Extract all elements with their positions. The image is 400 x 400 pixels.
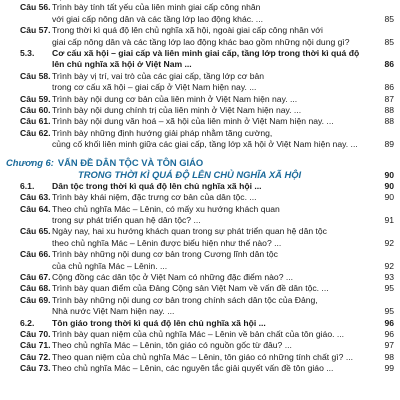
entry-text-continued: giai cấp nông dân và các tầng lớp lao động khác bao gồm những nội dung gì? (52, 36, 350, 47)
question-number: Câu 71. (20, 340, 51, 351)
question-number: Câu 63. (20, 192, 51, 203)
page-number: 86 (384, 82, 394, 93)
page-number: 91 (384, 214, 394, 225)
question-entry (0, 352, 400, 363)
question-title: Trình bày khái niệm, đặc trưng cơ bản của dân tộc. ... (52, 192, 257, 203)
question-entry (0, 340, 400, 351)
question-entry (0, 105, 400, 116)
section-entry (0, 318, 400, 329)
section-entry (0, 48, 400, 59)
question-title: Theo chủ nghĩa Mác – Lênin, tôn giáo có nguồn gốc từ đâu? ... (52, 340, 292, 351)
question-number: Câu 57. (20, 25, 51, 36)
question-number: Câu 62. (20, 127, 51, 138)
page-number: 90 (384, 169, 394, 180)
entry-continuation (0, 139, 400, 150)
question-entry (0, 2, 400, 13)
entry-text-continued: của chủ nghĩa Mác – Lênin. ... (52, 260, 168, 271)
page-number: 93 (384, 271, 394, 282)
entry-text-continued: trong sự phát triển quan hệ dân tộc? ... (52, 214, 201, 225)
question-title: Theo chủ nghĩa Mác – Lênin, có mấy xu hướng khách quan (52, 203, 280, 214)
question-title: Trình bày tính tất yếu của liên minh giai cấp công nhân (52, 2, 261, 13)
entry-continuation (0, 14, 400, 25)
page-number: 98 (384, 351, 394, 362)
page-number: 96 (384, 317, 394, 328)
page-number: 85 (384, 13, 394, 24)
question-entry (0, 295, 400, 306)
entry-text-continued: với giai cấp nông dân và các tầng lớp lao động khác. ... (52, 13, 263, 24)
chapter-heading (0, 157, 400, 169)
question-number: Câu 64. (20, 203, 51, 214)
question-entry (0, 283, 400, 294)
question-number: Câu 72. (20, 351, 51, 362)
entry-text-continued: trong cơ cấu xã hội – giai cấp ở Việt Nam hiện nay. ... (52, 82, 257, 93)
question-number: Câu 65. (20, 226, 51, 237)
question-number: Câu 68. (20, 283, 51, 294)
question-title: Trình bày những nội dung cơ bản trong Cương lĩnh dân tộc (52, 249, 278, 260)
question-entry (0, 249, 400, 260)
section-number: 6.2. (20, 318, 52, 329)
question-entry (0, 226, 400, 237)
page-number: 88 (384, 116, 394, 127)
section-number: 6.1. (20, 181, 52, 192)
page-number: 99 (384, 363, 394, 374)
page-number: 89 (384, 139, 394, 150)
question-entry (0, 71, 400, 82)
question-title: Theo chủ nghĩa Mác – Lênin, các nguyên tắc giải quyết vấn đề tôn giáo ... (52, 363, 334, 374)
question-number: Câu 66. (20, 249, 51, 260)
question-number: Câu 58. (20, 70, 51, 81)
page-number: 90 (384, 192, 394, 203)
question-number: Câu 69. (20, 294, 51, 305)
question-title: Theo quan niệm của chủ nghĩa Mác – Lênin, tôn giáo có những tính chất gì? ... (52, 351, 354, 362)
section-title: Cơ cấu xã hội – giai cấp và liên minh giai cấp, tầng lớp trong thời kì quá độ (52, 48, 360, 59)
section-entry (0, 181, 400, 192)
entry-continuation (0, 306, 400, 317)
page-number: 95 (384, 283, 394, 294)
question-title: Cộng đồng các dân tộc ở Việt Nam có những đặc điểm nào? ... (52, 271, 294, 282)
question-title: Trình bày những nội dung cơ bản trong chính sách dân tộc của Đảng, (52, 294, 318, 305)
page-number: 92 (384, 260, 394, 271)
entry-continuation (0, 37, 400, 48)
question-entry (0, 94, 400, 105)
entry-text-continued (52, 0, 246, 1)
question-title: Trình bày nội dung cơ bản của liên minh ở Việt Nam hiện nay. ... (52, 93, 298, 104)
question-entry (0, 25, 400, 36)
question-entry (0, 116, 400, 127)
page-number: 87 (384, 93, 394, 104)
page-number: 97 (384, 340, 394, 351)
page-number: 86 (384, 59, 394, 70)
question-title: Trong thời kì quá độ lên chủ nghĩa xã hội, ngoài giai cấp công nhân với (52, 25, 323, 36)
question-number: Câu 59. (20, 93, 51, 104)
section-number: 5.3. (20, 48, 52, 59)
page-number (382, 0, 394, 2)
chapter-title-line-2: TRONG THỜI KÌ QUÁ ĐỘ LÊN CHỦ NGHĨA XÃ HỘI (78, 168, 302, 180)
question-number: Câu 70. (20, 328, 51, 339)
section-title-line-2: lên chủ nghĩa xã hội ở Việt Nam ... (52, 59, 192, 70)
page-number: 95 (384, 306, 394, 317)
section-entry-continued (0, 59, 400, 70)
question-number: Câu 73. (20, 363, 51, 374)
entry-continuation (0, 261, 400, 272)
question-number: Câu 67. (20, 271, 51, 282)
entry-text-continued: Nhà nước Việt Nam hiện nay. ... (52, 306, 175, 317)
page-number: 90 (384, 180, 394, 191)
entry-text-continued: theo chủ nghĩa Mác – Lênin được biểu hiện như thế nào? ... (52, 237, 282, 248)
chapter-prefix: Chương 6: (6, 156, 54, 168)
section-title: Dân tộc trong thời kì quá độ lên chủ nghĩa xã hội ... (52, 180, 262, 191)
question-number: Câu 60. (20, 105, 51, 116)
entry-continuation (0, 82, 400, 93)
entry-continuation (0, 238, 400, 249)
section-title: Tôn giáo trong thời kì quá độ lên chủ nghĩa xã hội ... (52, 317, 266, 328)
question-entry (0, 363, 400, 374)
question-title: Trình bày nội dung văn hoá – xã hội của liên minh ở Việt Nam hiện nay. ... (52, 116, 334, 127)
page-number: 92 (384, 237, 394, 248)
question-title: Trình bày quan điểm của Đảng Cộng sản Việt Nam về vấn đề dân tộc. ... (52, 283, 329, 294)
chapter-heading-continued (0, 169, 400, 181)
question-entry (0, 329, 400, 340)
page-number: 88 (384, 105, 394, 116)
question-title: Trình bày những định hướng giải pháp nhằm tăng cường, (52, 127, 273, 138)
question-title: Trình bày quan niệm của chủ nghĩa Mác – Lênin về bản chất của tôn giáo. ... (52, 328, 345, 339)
question-title: Ngày nay, hai xu hướng khách quan trong sự phát triển quan hệ dân tộc (52, 226, 327, 237)
question-title: Trình bày vị trí, vai trò của các giai cấp, tầng lớp cơ bản (52, 70, 265, 81)
chapter-title: VẤN ĐỀ DÂN TỘC VÀ TÔN GIÁO (57, 156, 204, 168)
question-entry (0, 272, 400, 283)
page-number: 85 (384, 36, 394, 47)
question-title: Trình bày nội dung chính trị của liên minh ở Việt Nam hiện nay. ... (52, 105, 302, 116)
question-number: Câu 61. (20, 116, 51, 127)
question-entry (0, 128, 400, 139)
entry-continuation (0, 215, 400, 226)
entry-text-continued: củng cố khối liên minh giữa các giai cấp, tầng lớp xã hội ở Việt Nam hiện nay. ... (52, 139, 358, 150)
question-entry (0, 192, 400, 203)
question-number: Câu 56. (20, 2, 51, 13)
question-entry (0, 204, 400, 215)
page-number: 96 (384, 328, 394, 339)
